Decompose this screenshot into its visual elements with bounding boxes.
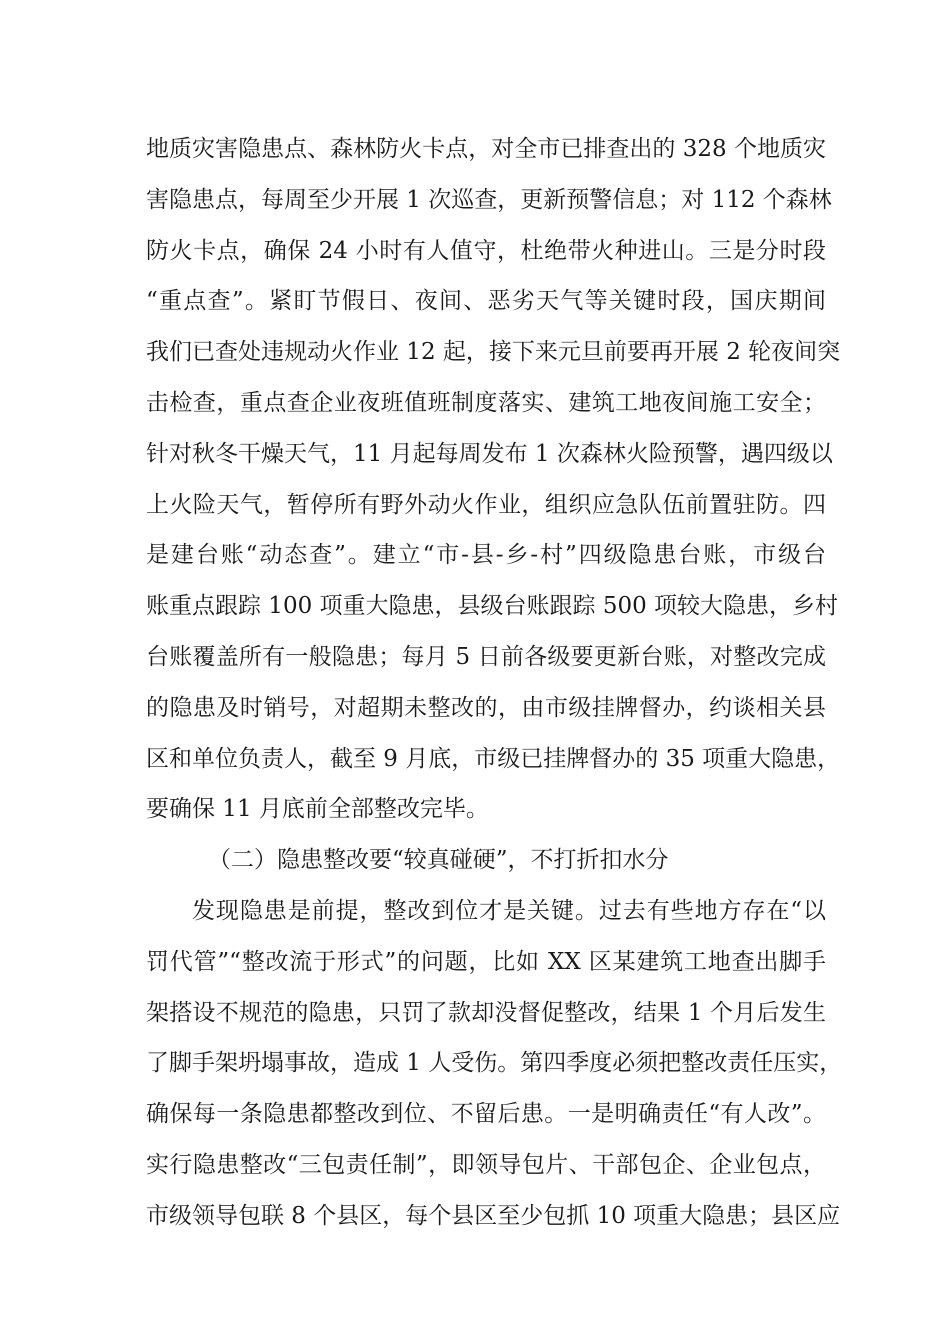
paragraph-line: 罚代管”“整改流于形式”的问题，比如 XX 区某建筑工地查出脚手: [146, 948, 826, 975]
paragraph-line: 市级领导包联 8 个县区，每个县区至少包抓 10 项重大隐患；县区应: [146, 1202, 841, 1229]
paragraph-line: 地质灾害隐患点、森林防火卡点，对全市已排查出的 328 个地质灾: [146, 136, 826, 162]
paragraph-line: 上火险天气，暂停所有野外动火作业，组织应急队伍前置驻防。四: [146, 491, 826, 518]
section-heading: （二）隐患整改要“较真碰硬”，不打折扣水分: [208, 847, 669, 874]
paragraph-line: 区和单位负责人，截至 9 月底，市级已挂牌督办的 35 项重大隐患，: [146, 745, 841, 772]
paragraph-line: “重点查”。紧盯节假日、夜间、恶劣天气等关键时段，国庆期间: [146, 288, 826, 315]
document-body: [146, 124, 843, 1242]
paragraph-line: 架搭设不规范的隐患，只罚了款却没督促整改，结果 1 个月后发生: [146, 999, 826, 1026]
paragraph-line: 击检查，重点查企业夜班值班制度落实、建筑工地夜间施工安全；: [146, 389, 826, 416]
paragraph-line: 针对秋冬干燥天气，11 月起每周发布 1 次森林火险预警，遇四级以: [146, 440, 833, 467]
paragraph-line: 是建台账“动态查”。建立“市-县-乡-村”四级隐患台账，市级台: [146, 542, 826, 569]
paragraph-line: 了脚手架坍塌事故，造成 1 人受伤。第四季度必须把整改责任压实，: [146, 1050, 843, 1077]
paragraph-line: 确保每一条隐患都整改到位、不留后患。一是明确责任“有人改”。: [146, 1101, 826, 1128]
paragraph-first-line: 发现隐患是前提，整改到位才是关键。过去有些地方存在“以: [192, 897, 826, 924]
paragraph-line: 账重点跟踪 100 项重大隐患，县级台账跟踪 500 项较大隐患，乡村: [146, 593, 839, 620]
paragraph-line: 实行隐患整改“三包责任制”，即领导包片、干部包企、企业包点，: [146, 1151, 826, 1178]
paragraph-line: 害隐患点，每周至少开展 1 次巡查，更新预警信息；对 112 个森林: [146, 186, 832, 213]
paragraph-line: 台账覆盖所有一般隐患；每月 5 日前各级要更新台账，对整改完成: [146, 643, 826, 670]
paragraph-last-line: 要确保 11 月底前全部整改完毕。: [146, 796, 489, 823]
paragraph-line: 的隐患及时销号，对超期未整改的，由市级挂牌督办，约谈相关县: [146, 694, 826, 721]
paragraph-line: 防火卡点，确保 24 小时有人值守，杜绝带火种进山。三是分时段: [146, 237, 826, 264]
paragraph-line: 我们已查处违规动火作业 12 起，接下来元旦前要再开展 2 轮夜间突: [146, 339, 841, 366]
